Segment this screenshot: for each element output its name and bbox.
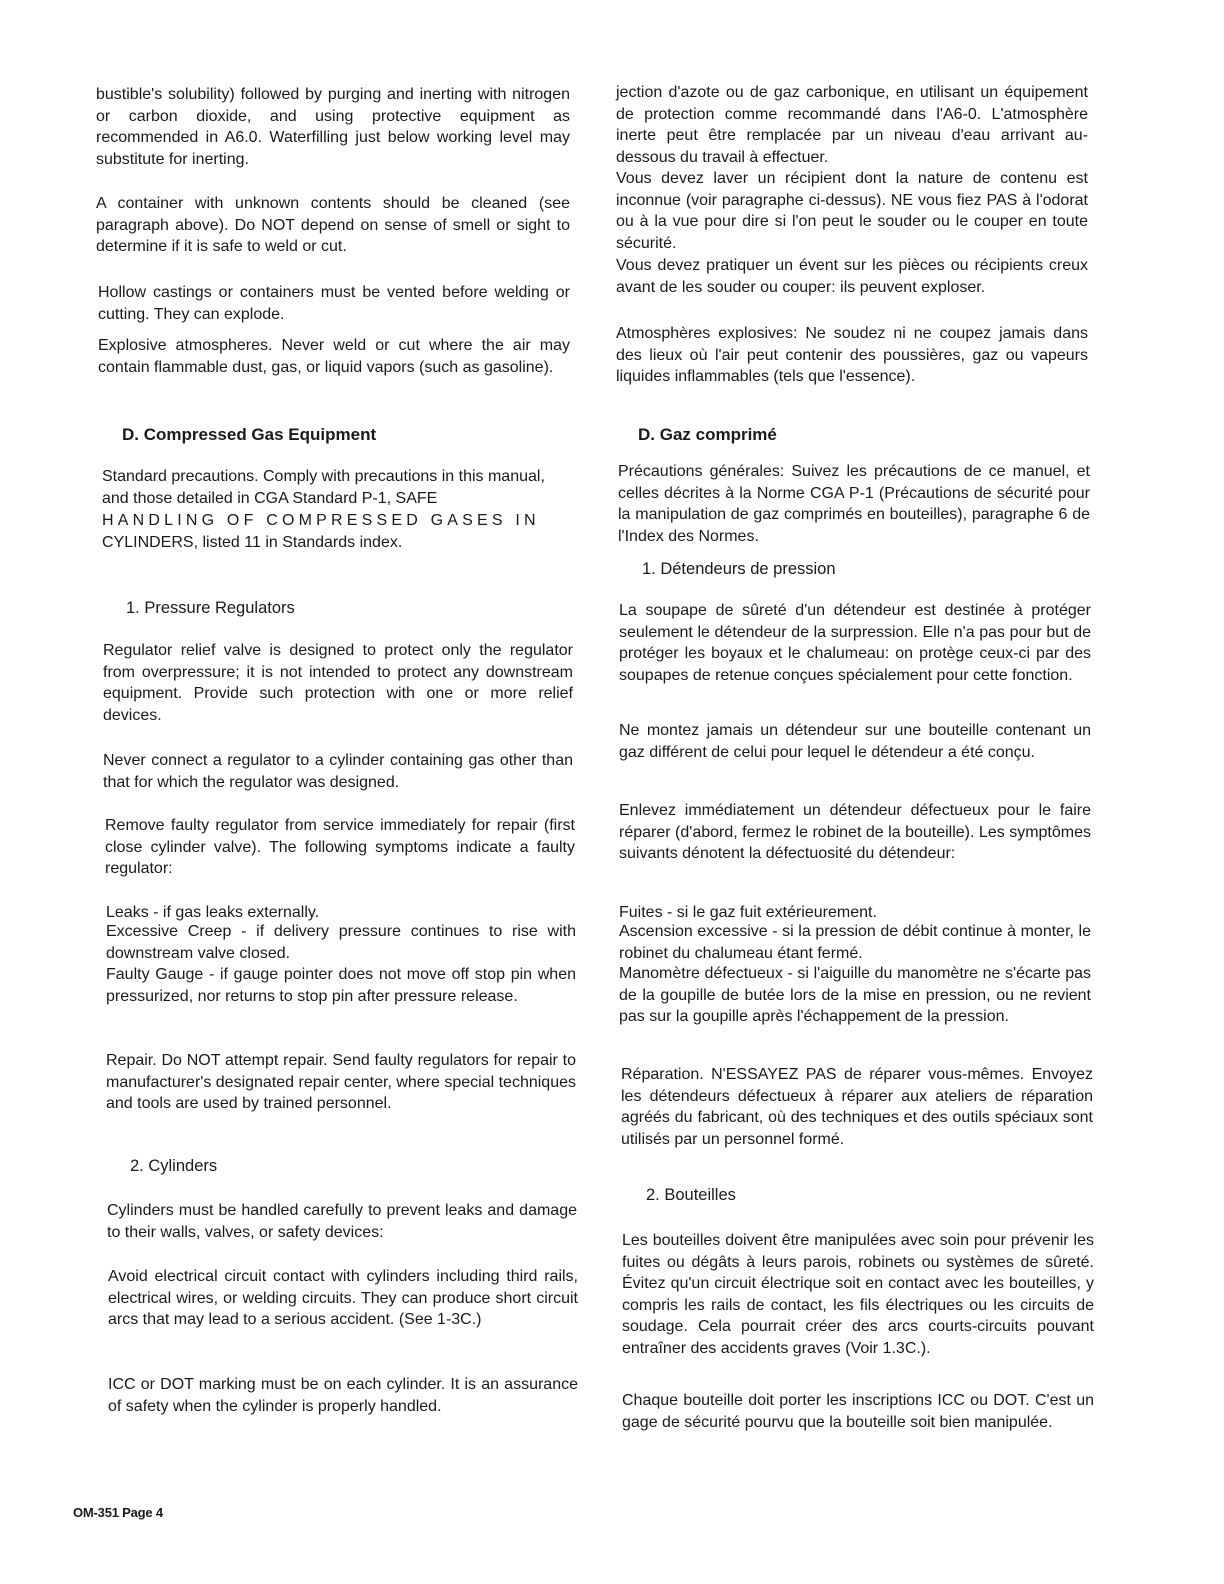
right-laver-paragraph: Vous devez laver un récipient dont la nature de contenu est inconnue (voir paragraphe ci-dessus). NE vous fiez PAS à l'odorat ou à la vue pour dire si l'on peut le souder ou le couper en toute sécurité. xyxy=(616,170,1088,252)
left-icc-dot-paragraph: ICC or DOT marking must be on each cylinder. It is an assurance of safety when the cylinder is properly handled. xyxy=(108,1376,578,1415)
left-standard-precautions-line1: Standard precautions. Comply with precautions in this manual, and those detailed in CGA Standard P-1, SAFE xyxy=(102,468,545,507)
right-ascension-item: Ascension excessive - si la pression de débit continue à monter, le robinet du chalumeau étant fermé. xyxy=(619,923,1091,962)
left-intro-paragraph: bustible's solubility) followed by purging and inerting with nitrogen or carbon dioxide, and using protective equipment as recommended in A6.0. Waterfilling just below working level may substitute for inerting. xyxy=(96,86,570,168)
left-subsection-2-heading: 2. Cylinders xyxy=(130,1157,218,1175)
left-standard-precautions-line3: CYLINDERS, listed 11 in Standards index. xyxy=(102,534,403,551)
left-unknown-contents-paragraph: A container with unknown contents should be cleaned (see paragraph above). Do NOT depend on sense of smell or sight to determine if it is safe to weld or cut. xyxy=(96,195,570,255)
left-avoid-contact-paragraph: Avoid electrical circuit contact with cylinders including third rails, electrical wires, or welding circuits. They can produce short circuit arcs that may lead to a serious accident. (See 1-3C.) xyxy=(108,1268,578,1328)
right-reparation-paragraph: Réparation. N'ESSAYEZ PAS de réparer vous-mêmes. Envoyez les détendeurs défectueux à réparer aux ateliers de réparation agréés du fabricant, où des techniques et des outils spéciaux sont utilisés par un personnel formé. xyxy=(621,1066,1093,1148)
right-fuites-item: Fuites - si le gaz fuit extérieurement. xyxy=(619,904,877,921)
left-relief-valve-paragraph: Regulator relief valve is designed to protect only the regulator from overpressure; it is not intended to protect any downstream equipment. Provide such protection with one or more relief devices. xyxy=(103,642,573,724)
right-manometre-item: Manomètre défectueux - si l'aiguille du manomètre ne s'écarte pas de la goupille de butée lors de la mise en pression, ou ne revient pas sur la goupille après l'échappement de la pression. xyxy=(619,965,1091,1025)
left-excessive-creep-item: Excessive Creep - if delivery pressure continues to rise with downstream valve closed. xyxy=(106,923,576,962)
right-bouteilles-paragraph: Les bouteilles doivent être manipulées avec soin pour prévenir les fuites ou dégâts à leurs parois, robinets ou systèmes de sûreté. Évitez qu'un circuit électrique soit en contact avec les bouteilles, y compris les rails de contact, les fils électriques ou les circuits de soudage. Cela pourrait créer des arcs courts-circuits pouvant entraîner des accidents graves (Voir 1.3C.). xyxy=(622,1232,1094,1357)
right-enlevez-paragraph: Enlevez immédiatement un détendeur défectueux pour le faire réparer (d'abord, fermez le robinet de la bouteille). Les symptômes suivants dénotent la défectuosité du détendeur: xyxy=(619,802,1091,862)
left-standard-precautions-line2: HANDLING OF COMPRESSED GASES IN xyxy=(102,512,540,529)
right-section-d-heading: D. Gaz comprimé xyxy=(638,425,777,444)
right-montez-paragraph: Ne montez jamais un détendeur sur une bouteille contenant un gaz différent de celui pour lequel le détendeur a été conçu. xyxy=(619,722,1091,761)
left-explosive-paragraph: Explosive atmospheres. Never weld or cut where the air may contain flammable dust, gas, or liquid vapors (such as gasoline). xyxy=(98,337,570,376)
right-subsection-2-heading: 2. Bouteilles xyxy=(646,1186,736,1204)
right-event-paragraph: Vous devez pratiquer un évent sur les pièces ou récipients creux avant de les souder ou couper: ils peuvent exploser. xyxy=(616,257,1088,296)
right-precautions-paragraph: Précautions générales: Suivez les précautions de ce manuel, et celles décrites à la Norme CGA P-1 (Précautions de sécurité pour la manipulation de gaz comprimés en bouteilles), paragraphe 6 de l'Index des Normes. xyxy=(618,463,1090,545)
right-subsection-1-heading: 1. Détendeurs de pression xyxy=(642,560,836,578)
left-repair-paragraph: Repair. Do NOT attempt repair. Send faulty regulators for repair to manufacturer's designated repair center, where special techniques and tools are used by trained personnel. xyxy=(106,1052,576,1112)
left-leaks-item: Leaks - if gas leaks externally. xyxy=(106,904,320,921)
left-faulty-gauge-item: Faulty Gauge - if gauge pointer does not move off stop pin when pressurized, nor returns to stop pin after pressure release. xyxy=(106,966,576,1005)
left-section-d-heading: D. Compressed Gas Equipment xyxy=(122,425,377,444)
left-hollow-castings-paragraph: Hollow castings or containers must be vented before welding or cutting. They can explode. xyxy=(98,284,570,323)
left-subsection-1-heading: 1. Pressure Regulators xyxy=(126,599,295,617)
right-chaque-paragraph: Chaque bouteille doit porter les inscriptions ICC ou DOT. C'est un gage de sécurité pourvu que la bouteille soit bien manipulée. xyxy=(622,1392,1094,1431)
left-never-connect-paragraph: Never connect a regulator to a cylinder containing gas other than that for which the regulator was designed. xyxy=(103,752,573,791)
right-atmospheres-paragraph: Atmosphères explosives: Ne soudez ni ne coupez jamais dans des lieux où l'air peut contenir des poussières, gaz ou vapeurs liquides inflammables (tels que l'essence). xyxy=(616,325,1088,385)
right-soupape-paragraph: La soupape de sûreté d'un détendeur est destinée à protéger seulement le détendeur de la surpression. Elle n'a pas pour but de protéger les boyaux et le chalumeau: on protège ceux-ci par des soupapes de retenue conçues spécialement pour cette fonction. xyxy=(619,602,1091,684)
page-footer-label: OM-351 Page 4 xyxy=(73,1505,163,1520)
left-cylinders-paragraph: Cylinders must be handled carefully to prevent leaks and damage to their walls, valves, or safety devices: xyxy=(107,1202,577,1241)
left-remove-faulty-paragraph: Remove faulty regulator from service immediately for repair (first close cylinder valve). The following symptoms indicate a faulty regulator: xyxy=(105,817,575,877)
right-intro-paragraph: jection d'azote ou de gaz carbonique, en utilisant un équipement de protection comme recommandé dans l'A6-0. L'atmosphère inerte peut être remplacée par un niveau d'eau arrivant au-dessous du travail à effectuer. xyxy=(616,84,1088,166)
